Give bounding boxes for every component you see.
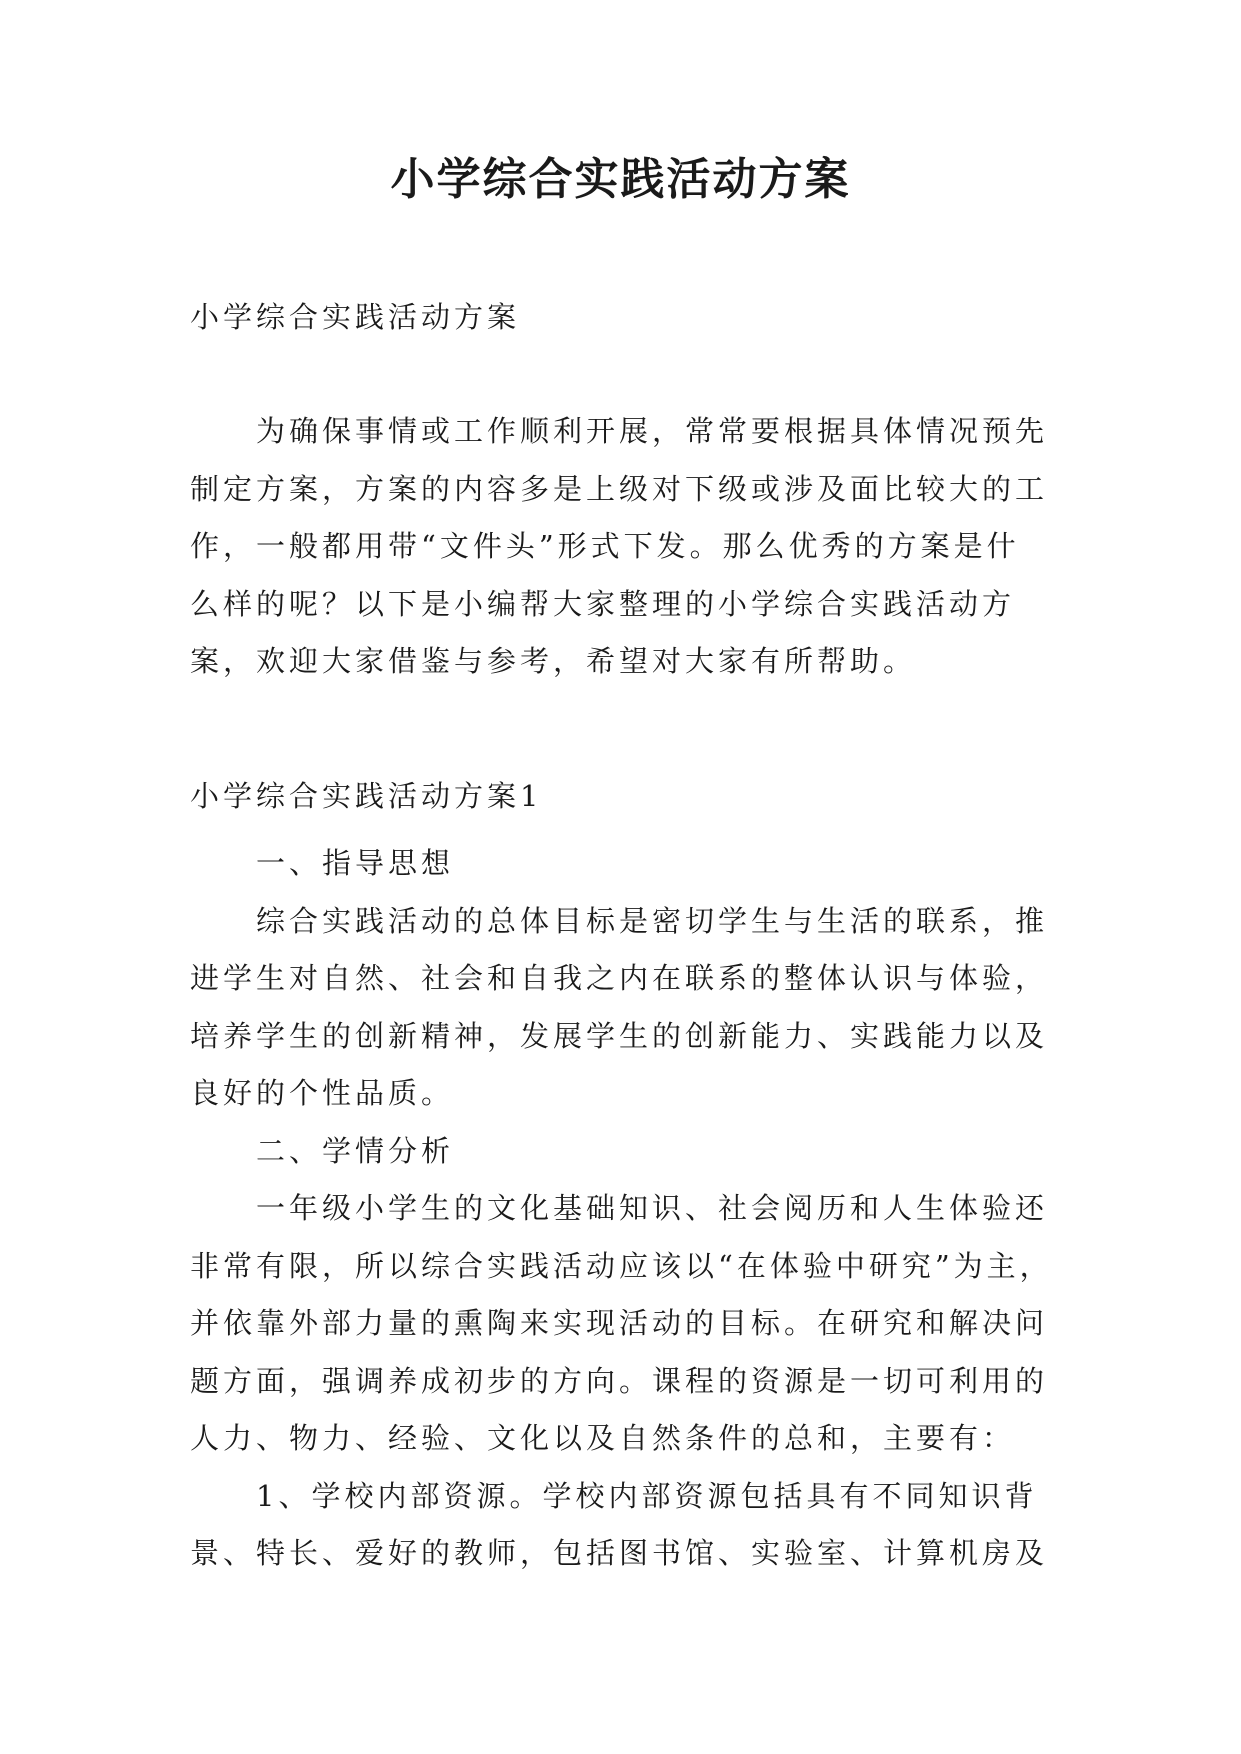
text-line: 为确保事情或工作顺利开展，常常要根据具体情况预先 <box>256 414 1049 448</box>
text-line: 制定方案，方案的内容多是上级对下级或涉及面比较大的工 <box>190 471 1049 506</box>
document-title: 小学综合实践活动方案 <box>390 154 851 205</box>
intro-paragraph <box>190 403 1070 691</box>
text-line: 案，欢迎大家借鉴与参考，希望对大家有所帮助。 <box>190 644 917 678</box>
text-line: 培养学生的创新精神，发展学生的创新能力、实践能力以及 <box>190 1018 1049 1053</box>
text-line: 非常有限，所以综合实践活动应该以“在体验中研究”为主， <box>190 1248 1053 1283</box>
subheading-learning-analysis: 二、学情分析 <box>256 1133 455 1168</box>
document-subtitle: 小学综合实践活动方案 <box>190 300 521 334</box>
text-line: 么样的呢？以下是小编帮大家整理的小学综合实践活动方 <box>190 586 1016 621</box>
text-line: 并依靠外部力量的熏陶来实现活动的目标。在研究和解决问 <box>190 1306 1049 1340</box>
subheading-guiding-ideology: 一、指导思想 <box>256 846 455 880</box>
text-line: 作，一般都用带“文件头”形式下发。那么优秀的方案是什 <box>190 529 1020 563</box>
section-body <box>190 835 1070 1583</box>
text-line: 综合实践活动的总体目标是密切学生与生活的联系，推 <box>256 903 1049 938</box>
text-line: 人力、物力、经验、文化以及自然条件的总和，主要有： <box>190 1421 1016 1455</box>
text-line: 景、特长、爱好的教师，包括图书馆、实验室、计算机房及 <box>190 1536 1049 1570</box>
text-line: 题方面，强调养成初步的方向。课程的资源是一切可利用的 <box>190 1363 1049 1398</box>
section-heading: 小学综合实践活动方案1 <box>190 779 543 813</box>
text-line: 良好的个性品质。 <box>190 1076 455 1110</box>
text-line: 一年级小学生的文化基础知识、社会阅历和人生体验还 <box>256 1191 1049 1225</box>
text-line: 进学生对自然、社会和自我之内在联系的整体认识与体验， <box>190 961 1049 995</box>
text-line: 1、学校内部资源。学校内部资源包括具有不同知识背 <box>256 1478 1038 1513</box>
